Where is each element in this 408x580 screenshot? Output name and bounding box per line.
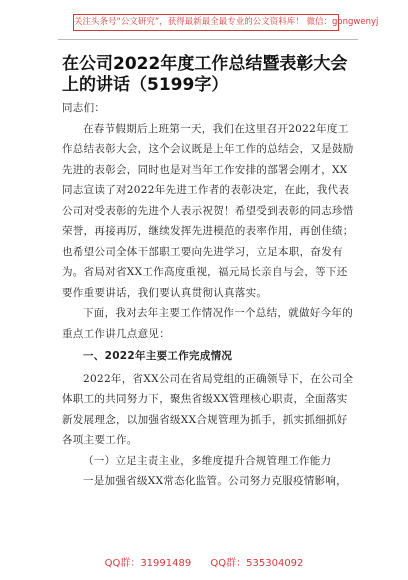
salutation: 同志们： xyxy=(62,102,106,114)
contact-footer xyxy=(0,555,408,573)
subsection-heading: （一）立足主责主业，多维度提升合规管理工作能力 xyxy=(83,454,332,467)
header-divider xyxy=(58,39,358,40)
qq-group-2: QQ群：535304092 xyxy=(210,558,304,569)
document-title: 在公司2022年度工作总结暨表彰大会上的讲话（5199字） xyxy=(62,54,348,95)
qq-group-1: QQ群：31991489 xyxy=(104,558,192,569)
paragraph-intro: 在春节假期后上班第一天，我们在这里召开2022年度工作总结表彰大会，这个会议既是上年工作的总结会，又是鼓励先进的表彰会，同时也是对当年工作安排的部署会刚才，XX同志宣读了对2022年先进工作者的表彰决定，在此，我代表公司对受表彰的先进个人表示祝贺！希望受到表彰的同志珍惜荣誉，再接再厉，继续发挥先进模范的表率作用，再创佳绩；也希望公司全体干部职工要向先进学习，立足本职，奋发有为。省局对省XX工作高度重视，福元局长亲自与会，等下还要作重要讲话，我们要认真贯彻认真落实。 xyxy=(62,122,354,299)
paragraph-transition: 下面，我对去年主要工作情况作一个总结，就做好今年的重点工作讲几点意见： xyxy=(62,307,353,340)
paragraph-point-one: 一是加强省级XX常态化监管。公司努力克服疫情影响， xyxy=(83,475,347,487)
document-body xyxy=(62,98,358,492)
promo-banner: 关注头条号“公文研究”，获得最新最全最专业的公文资料库！ 微信：gongwenyj xyxy=(73,14,339,31)
paragraph-summary: 2022年，省XX公司在省局党组的正确领导下，在公司全体职工的共同努力下，聚焦省级XX管理核心职责，全面落实新发展理念，以加强省级XX合规管理为抓手，抓实抓细抓好各项主要工作。 xyxy=(62,372,354,446)
section-heading: 一、2022年主要工作完成情况 xyxy=(83,350,233,362)
